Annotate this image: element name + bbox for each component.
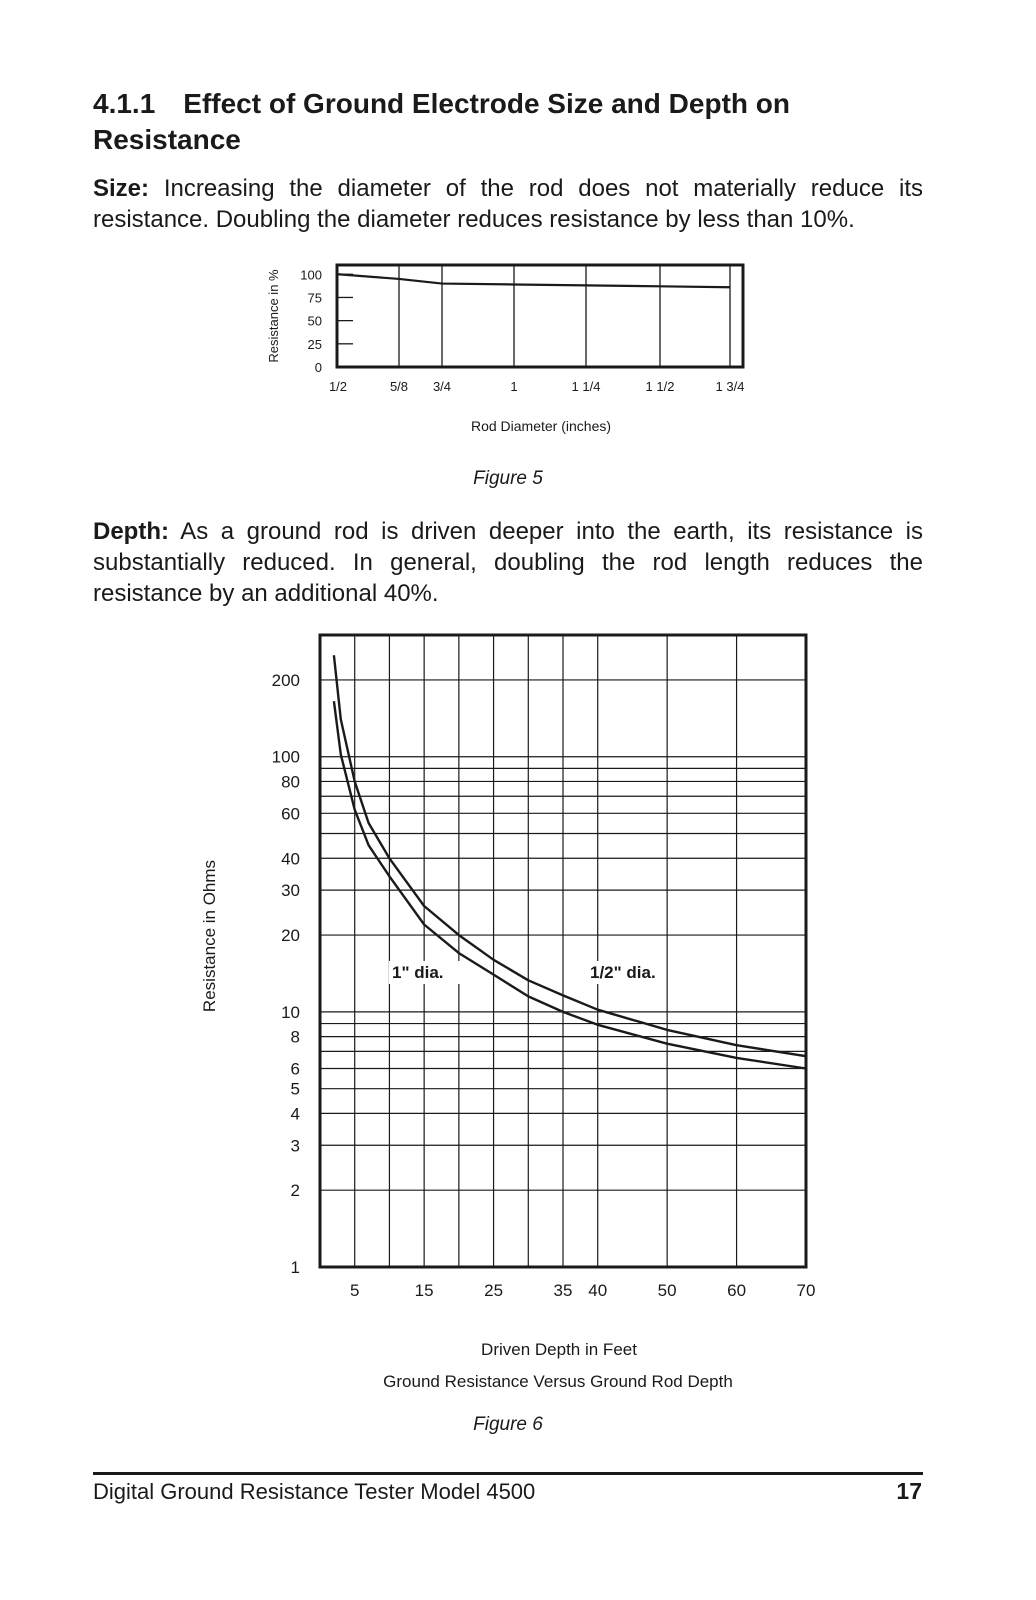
figure5-y-tick-label: 0 (314, 360, 322, 375)
figure5-x-tick-label: 1 (510, 379, 518, 394)
figure5-x-tick-label: 1 1/2 (645, 379, 675, 394)
figure6-x-tick-label: 15 (414, 1281, 434, 1300)
figure6-subtitle: Ground Resistance Versus Ground Rod Depth (383, 1372, 733, 1391)
figure6-y-tick-label: 4 (290, 1104, 300, 1124)
figure5-x-tick-label: 1 3/4 (715, 379, 745, 394)
figure6-y-tick-label: 10 (281, 1002, 300, 1022)
figure6-y-tick-label: 30 (281, 881, 300, 901)
figure6-caption: Figure 6 (473, 1414, 543, 1435)
figure5-y-tick-label: 75 (307, 290, 322, 306)
figure5-y-tick-label: 100 (300, 267, 322, 283)
figure5-x-tick-label: 1 1/4 (571, 379, 601, 394)
figure5-y-tick-label: 50 (307, 313, 322, 329)
figure5-y-tick-label: 25 (307, 336, 322, 352)
figure6-y-tick-label: 40 (281, 849, 300, 869)
figure6-y-tick-label: 100 (271, 747, 300, 767)
figure6-x-axis-label: Driven Depth in Feet (481, 1340, 637, 1359)
figure6-x-tick-label: 50 (657, 1281, 677, 1300)
figure5-y-axis-label: Resistance in % (266, 269, 281, 363)
figure6-x-tick-label: 5 (349, 1281, 360, 1300)
figure5-series-line (338, 274, 730, 287)
depth-paragraph (93, 516, 923, 609)
figure6-x-tick-label: 70 (796, 1281, 816, 1300)
footer-title: Digital Ground Resistance Tester Model 4500 (93, 1479, 536, 1504)
figure5-grid (337, 265, 743, 367)
figure5-x-tick-label: 5/8 (389, 379, 409, 394)
page-number: 17 (896, 1478, 922, 1504)
figure5-y-ticks (300, 267, 353, 375)
figure6-chart (180, 620, 860, 1400)
figure6-series-label: 1" dia. (392, 963, 444, 982)
figure6-y-tick-label: 6 (290, 1059, 300, 1079)
figure6-x-ticks (350, 1281, 815, 1300)
figure6-grid (320, 635, 806, 1267)
size-text: Increasing the diameter of the rod does not materially reduce its resistance. Doubling the diameter reduces resistance by less than 10%. (93, 175, 923, 233)
figure6-y-tick-label: 60 (281, 804, 300, 824)
figure5-caption: Figure 5 (473, 468, 543, 489)
section-heading (93, 86, 953, 158)
figure6-series-line (334, 655, 806, 1056)
figure6-y-tick-label: 5 (290, 1079, 300, 1099)
figure5-frame (337, 265, 743, 367)
depth-lead: Depth: (93, 518, 169, 545)
figure6-y-tick-label: 20 (281, 926, 300, 946)
figure6-y-tick-label: 2 (290, 1181, 300, 1201)
figure6-y-tick-label: 200 (271, 670, 300, 690)
figure6-y-tick-label: 8 (290, 1027, 300, 1047)
figure5-x-ticks (329, 379, 745, 394)
figure6-series-label: 1/2" dia. (590, 963, 656, 982)
figure5-chart (250, 250, 790, 450)
figure6-series (334, 655, 806, 1068)
section-title-line1: 4.1.1 Effect of Ground Electrode Size and Depth on (93, 88, 790, 119)
figure5-x-tick-label: 3/4 (432, 379, 452, 394)
figure6-x-tick-label: 60 (727, 1281, 747, 1300)
figure6-y-axis-label: Resistance in Ohms (200, 859, 219, 1013)
footer-rule (93, 1472, 923, 1475)
figure6-y-tick-label: 1 (290, 1258, 300, 1277)
section-title-line2: Resistance (93, 124, 241, 155)
figure6-x-tick-label: 35 (553, 1281, 573, 1300)
figure6-y-ticks (272, 671, 300, 1277)
figure6-x-tick-label: 40 (588, 1281, 608, 1300)
depth-text: As a ground rod is driven deeper into the earth, its resistance is substantially reduced. In general, doubling the rod length reduces the resistance by an additional 40%. (93, 518, 923, 607)
size-lead: Size: (93, 175, 150, 202)
size-paragraph (93, 173, 923, 235)
figure5-x-axis-label: Rod Diameter (inches) (470, 418, 612, 434)
figure5-x-tick-label: 1/2 (328, 379, 348, 394)
figure6-y-tick-label: 80 (281, 772, 300, 792)
figure6-x-tick-label: 25 (484, 1281, 504, 1300)
figure6-y-tick-label: 3 (290, 1136, 300, 1156)
figure5-series (338, 274, 730, 287)
